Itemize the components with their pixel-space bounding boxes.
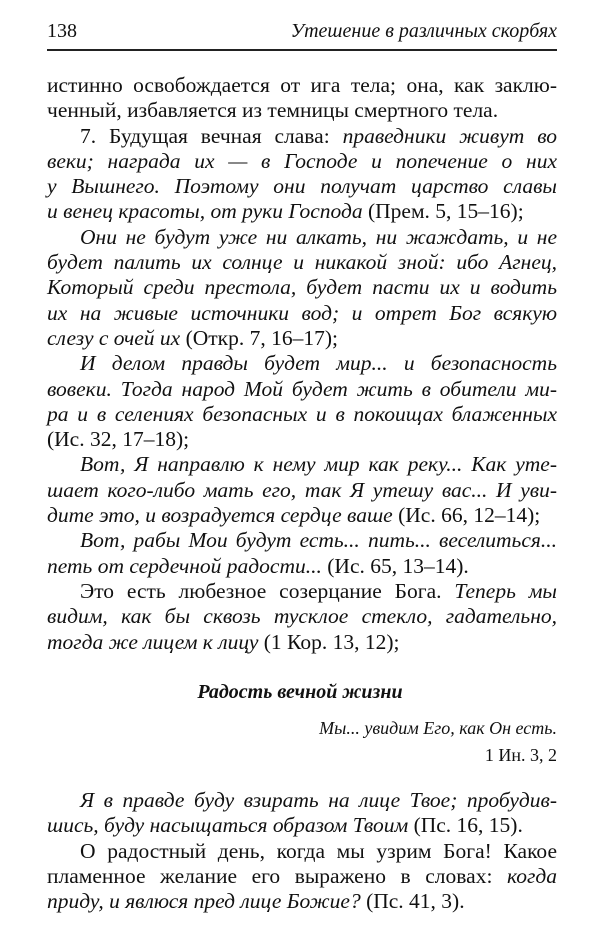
italic-quote: ра и в селениях безопасных и в покоищах блаженных bbox=[47, 401, 557, 426]
text-line bbox=[47, 427, 557, 452]
text-line bbox=[47, 839, 557, 864]
text-run: ченный, избавляется из темницы смертного тела. bbox=[47, 98, 499, 123]
italic-quote: Вот, рабы Мои будут есть... пить... веселиться... bbox=[80, 528, 557, 553]
text-line bbox=[47, 326, 557, 351]
italic-quote: вовеки. Тогда народ Мой будет жить в обители ми- bbox=[47, 376, 557, 401]
epigraph-reference: 1 Ин. 3, 2 bbox=[484, 745, 557, 765]
text-line bbox=[47, 275, 557, 300]
text-run: (Прем. 5, 15–16); bbox=[367, 199, 524, 224]
text-line bbox=[47, 149, 557, 174]
text-line bbox=[47, 889, 557, 914]
text-run: 7. Будущая вечная слава: bbox=[80, 123, 343, 148]
text-line bbox=[47, 225, 557, 250]
text-line bbox=[47, 174, 557, 199]
text-line bbox=[47, 199, 557, 224]
italic-quote: петь от сердечной радости... bbox=[47, 553, 328, 578]
body-text-section-2 bbox=[47, 788, 557, 914]
italic-quote: и венец красоты, от руки Господа bbox=[47, 199, 368, 224]
text-run: (Ис. 66, 12–14); bbox=[398, 503, 541, 528]
text-line bbox=[47, 604, 557, 629]
text-line bbox=[47, 630, 557, 655]
text-line bbox=[47, 377, 557, 402]
italic-quote: Теперь мы bbox=[454, 578, 557, 603]
header-rule bbox=[47, 49, 557, 51]
section-heading: Радость вечной жизни bbox=[197, 681, 403, 703]
italic-quote: праведники живут во bbox=[342, 123, 558, 148]
running-title: Утешение в различных скорбях bbox=[290, 20, 557, 42]
text-line bbox=[47, 98, 557, 123]
text-line bbox=[47, 73, 557, 98]
italic-quote: И делом правды будет мир... и безопасность bbox=[80, 351, 557, 376]
italic-quote: тогда же лицем к лицу bbox=[47, 629, 264, 654]
italic-quote: шись, буду насыщаться образом Твоим bbox=[47, 813, 414, 838]
text-line bbox=[47, 402, 557, 427]
text-line bbox=[47, 124, 557, 149]
italic-quote: шает кого-либо мать его, так Я утешу вас... И уви- bbox=[47, 477, 557, 502]
body-text-section-1 bbox=[47, 73, 557, 655]
text-line bbox=[47, 478, 557, 503]
text-line bbox=[47, 788, 557, 813]
italic-quote: Они не будут уже ни алкать, ни жаждать, и не bbox=[80, 224, 557, 249]
text-line bbox=[47, 579, 557, 604]
text-run: (Пс. 16, 15). bbox=[413, 813, 523, 838]
text-run: истинно освобождается от ига тела; она, как заклю- bbox=[47, 73, 557, 97]
italic-quote: слезу с очей их bbox=[47, 325, 186, 350]
italic-quote: Вот, Я направлю к нему мир как реку... Как уте- bbox=[80, 452, 557, 477]
italic-quote: приду, и явлюся пред лице Божие? bbox=[47, 889, 367, 914]
text-line bbox=[47, 813, 557, 838]
text-line bbox=[47, 864, 557, 889]
text-run: (Пс. 41, 3). bbox=[366, 889, 465, 914]
text-line bbox=[47, 554, 557, 579]
italic-quote: Я в правде буду взирать на лице Твое; пробудив- bbox=[80, 788, 557, 812]
italic-quote: веки; награда их — в Господе и попечение о них bbox=[47, 148, 557, 173]
text-run: (1 Кор. 13, 12); bbox=[263, 629, 400, 654]
text-run: (Ис. 32, 17–18); bbox=[47, 427, 190, 452]
italic-quote: дите это, и возрадуется сердце ваше bbox=[47, 503, 399, 528]
text-run: (Ис. 65, 13–14). bbox=[327, 553, 469, 578]
text-line bbox=[47, 528, 557, 553]
text-run: пламенное желание его выражено в словах: bbox=[47, 863, 507, 888]
page-number: 138 bbox=[47, 20, 77, 42]
text-run: (Откр. 7, 16–17); bbox=[185, 325, 338, 350]
epigraph: Мы... увидим Его, как Он есть. bbox=[319, 718, 557, 738]
running-header bbox=[47, 18, 557, 48]
italic-quote: их на живые источники вод; и отрет Бог всякую bbox=[47, 300, 557, 325]
text-line bbox=[47, 250, 557, 275]
text-line bbox=[47, 301, 557, 326]
italic-quote: видим, как бы сквозь тусклое стекло, гадательно, bbox=[47, 604, 557, 629]
italic-quote: у Вышнего. Поэтому они получат царство славы bbox=[47, 174, 557, 199]
italic-quote: когда bbox=[506, 863, 557, 888]
text-line bbox=[47, 503, 557, 528]
text-run: О радостный день, когда мы узрим Бога! Какое bbox=[80, 838, 557, 863]
italic-quote: Который среди престола, будет пасти их и водить bbox=[47, 275, 557, 300]
text-run: Это есть любезное созерцание Бога. bbox=[80, 578, 455, 603]
text-line bbox=[47, 452, 557, 477]
text-line bbox=[47, 351, 557, 376]
italic-quote: будет палить их солнце и никакой зной: ибо Агнец, bbox=[47, 250, 557, 275]
